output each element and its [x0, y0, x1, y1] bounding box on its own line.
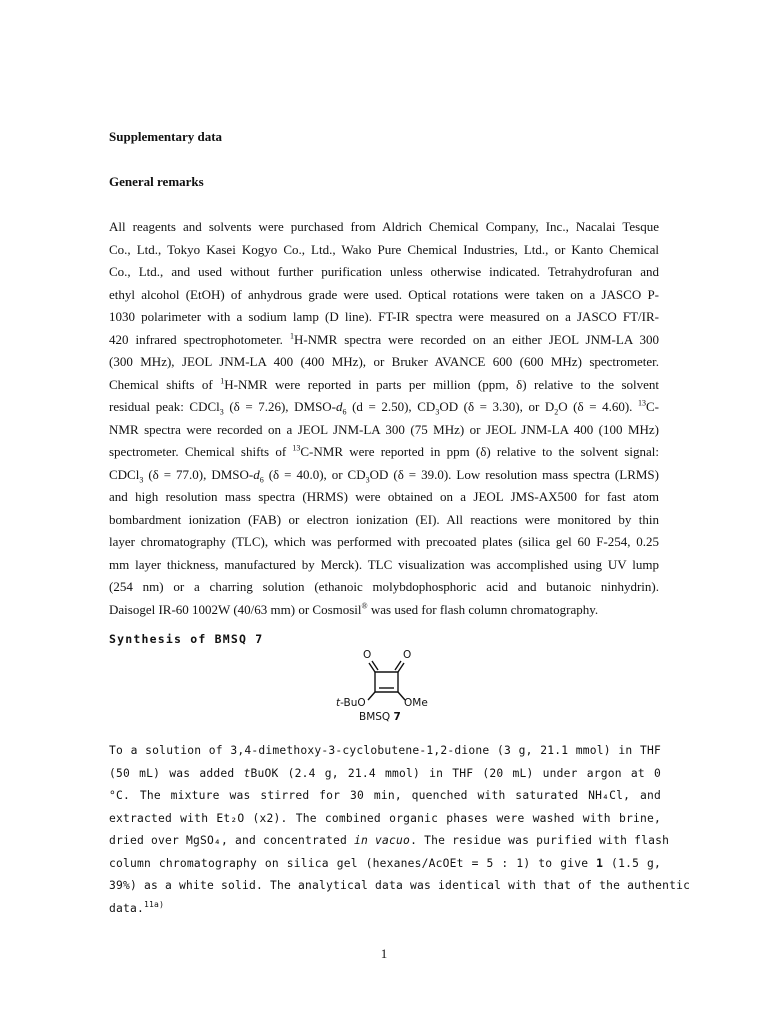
text-line: and high resolution mass spectra (HRMS) were obtained on a JEOL JMS-AX500 for fast atom: [109, 489, 659, 504]
tbuo-label: t-BuO: [336, 697, 366, 709]
page-number: 1: [380, 946, 388, 961]
text-line: mm layer thickness, manufactured by Merck). TLC visualization was accomplished using UV lump: [109, 556, 659, 572]
text-line: residual peak: CDCl$_3$ (δ = 7.26), DMSO-$d_6$ (d = 2.50), $CD_3OD$ (δ = 3.30), or $D_2O$ (δ = 4.60). $^{13}$C-: [109, 398, 659, 417]
text-line: Chemical shifts of $^1$H-NMR were reported in parts per million (ppm, δ) relative to the solvent: [109, 376, 659, 392]
text-line: dried over MgSO₄, and concentrated in vacuo. The residue was purified with flash: [109, 834, 670, 847]
text-line: Co., Ltd., Tokyo Kasei Kogyo Co., Ltd., Wako Pure Chemical Industries, Ltd., or Kanto Chemical: [109, 241, 659, 257]
text-line: Co., Ltd., and used without further purification unless otherwise indicated. Tetrahydrofuran and: [109, 264, 659, 279]
text-line: spectrometer. Chemical shifts of $^{13}$C-NMR were reported in ppm (δ) relative to the solvent signal:: [109, 443, 659, 459]
text-line: (300 MHz), JEOL JNM-LA 400 (400 MHz), or Bruker AVANCE 600 (600 MHz) spectrometer.: [109, 354, 659, 369]
bmsq-structure-figure: [330, 648, 460, 728]
general-remarks-paragraph: [109, 216, 659, 621]
compound-label: BMSQ 7: [359, 711, 401, 723]
text-line: column chromatography on silica gel (hexanes/AcOEt = 5 : 1) to give 1 (1.5 g,: [109, 856, 661, 870]
text-line: (50 mL) was added tBuOK (2.4 g, 21.4 mmol) in THF (20 mL) under argon at 0: [109, 766, 661, 780]
text-line: extracted with Et₂O (x2). The combined organic phases were washed with brine,: [109, 811, 661, 825]
synthesis-heading: Synthesis of BMSQ 7: [109, 632, 264, 646]
text-line: 1030 polarimeter with a sodium lamp (D line). FT-IR spectra were measured on a JASCO FT/IR-: [109, 309, 659, 324]
text-line: 420 infrared spectrophotometer. $^1$H-NMR spectra were recorded on an either JEOL JNM-LA 300: [109, 331, 660, 347]
oxygen-right-label: O: [403, 649, 412, 661]
synthesis-paragraph: [109, 740, 691, 920]
text-line: NMR spectra were recorded on a JEOL JNM-LA 300 (75 MHz) or JEOL JNM-LA 400 (100 MHz): [109, 421, 659, 437]
text-line: ethyl alcohol (EtOH) of anhydrous grade were used. Optical rotations were taken on a JASCO P-: [109, 286, 659, 302]
text-line: layer chromatography (TLC), which was performed with precoated plates (silica gel 60 F-254, 0.25: [109, 534, 659, 549]
ome-label: OMe: [404, 697, 428, 709]
text-line: data.$^{11a)}$: [109, 899, 165, 915]
text-line: (254 nm) or a charring solution (ethanoic molybdophosphoric acid and butanoic ninhydrin).: [109, 579, 659, 594]
general-remarks-heading: General remarks: [109, 174, 204, 189]
text-line: bombardment ionization (FAB) or electron ionization (EI). All reactions were monitored by thin: [109, 511, 659, 527]
text-line: CDCl$_3$ (δ = 77.0), DMSO-$d_6$ (δ = 40.0), or $CD_3OD$ (δ = 39.0). Low resolution mass spectra (LRMS): [109, 466, 659, 485]
text-line: All reagents and solvents were purchased from Aldrich Chemical Company, Inc., Nacalai Tesque: [109, 219, 659, 234]
supplementary-data-heading: Supplementary data: [109, 129, 223, 144]
oxygen-left-label: O: [363, 649, 372, 661]
text-line: °C. The mixture was stirred for 30 min, quenched with saturated NH₄Cl, and: [109, 789, 661, 802]
text-line: To a solution of 3,4-dimethoxy-3-cyclobutene-1,2-dione (3 g, 21.1 mmol) in THF: [109, 744, 661, 757]
text-line: Daisogel IR-60 1002W (40/63 mm) or Cosmosil® was used for flash column chromatography.: [109, 601, 599, 617]
text-line: 39%) as a white solid. The analytical data was identical with that of the authentic: [109, 879, 691, 892]
